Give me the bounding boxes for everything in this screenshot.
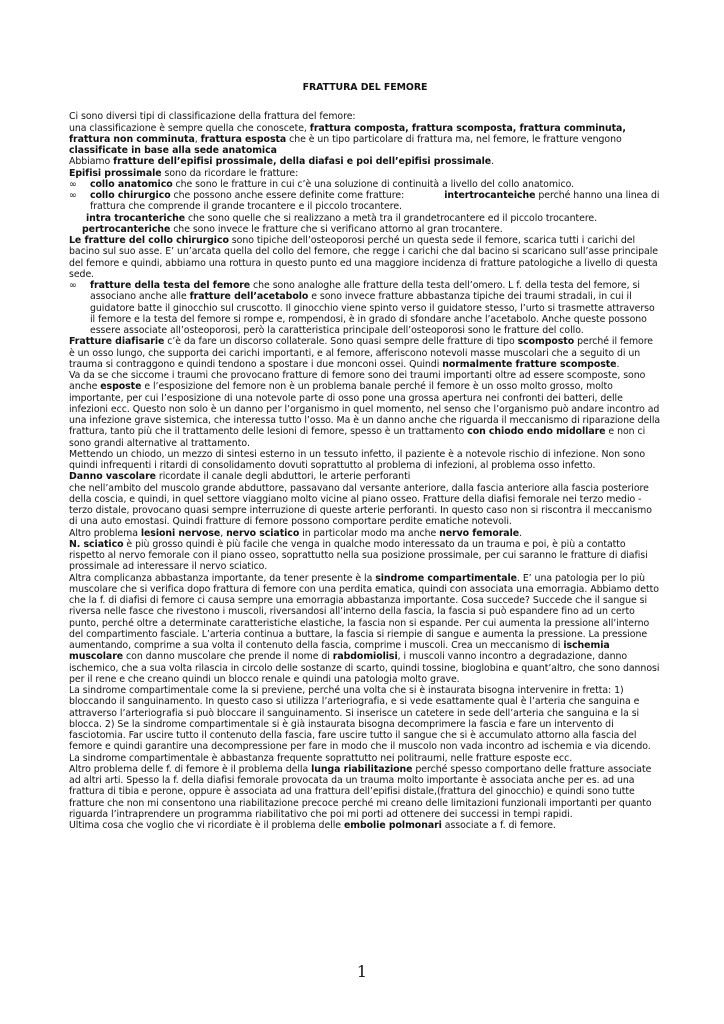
paragraph-embolie: Ultima cosa che voglio che vi ricordiate è il problema delle embolie polmonari associate a f. di femore. — [69, 820, 556, 831]
paragraph-lesioni-nervose: Altro problema lesioni nervose, nervo sciatico in particolar modo ma anche nervo femorale. — [69, 527, 522, 539]
infinity-bullet-icon: ∞ — [69, 190, 77, 201]
paragraph-fracture-sites: Abbiamo fratture dell’epifisi prossimale, della diafasi e poi dell’epifisi prossimale. — [69, 156, 495, 168]
list-item-collo-chirurgico: ∞ collo chirurgico che possono anche essere definite come fratture: intertrocanteiche perché hanno una linea di frattura che comprende il grande trocantere e il piccolo trocantere. — [69, 190, 660, 213]
list-item-collo-anatomico: ∞ collo anatomico che sono le fratture in cui c’è una soluzione di continuità a livello del collo anatomico. — [69, 178, 575, 190]
list-item-testa-femore: ∞ fratture della testa del femore che sono analoghe alle fratture della testa dell’omero. L f. della testa del femore, si associano anche alle fratture dell’acetabolo e sono invece fratture abbastanza tipiche dei traumi stradali, in cui il guidatore batte il ginocchio sul cruscotto. Il ginocchio viene spinto verso il guidatore stesso, l’urto si trasmette attraverso il femore e la testa del femore si rompe e, rompendosi, è in grado di sfondare anche l’acetabolo. Anche queste possono essere associate all’osteoporosi, però la caratteristica principale dell’osteoporosi sono le fratture del collo. — [69, 280, 655, 336]
paragraph-classification: una classificazione è sempre quella che conoscete, frattura composta, frattura scomposta, frattura comminuta, frattura non comminuta, frattura esposta che è un tipo particolare di frattura ma, nel femore, le fratture vengono classificate in base alla sede anatomica — [69, 122, 626, 156]
paragraph-nervo-sciatico: N. sciatico è più grosso quindi è più facile che venga in qualche modo interessato da un trauma e poi, è più a contatto rispetto al nervo femorale con il piano osseo, soprattutto nella sua posizione prossimale, per cui saranno le fratture di diafisi prossimale ad interessare il nervo sciatico. — [69, 538, 648, 573]
paragraph-pertrocanteriche: pertrocanteriche che sono invece le fratture che si verificano attorno al gran trocantere. — [82, 223, 503, 235]
paragraph-sindrome-compartimentale: Altra complicanza abbastanza importante, da tener presente è la sindrome compartimentale. E’ una patologia per lo più muscolare che si verifica dopo frattura di femore con una perdita ematica, quindi con associata una emorragia. Abbiamo detto che la f. di diafisi di femore ci causa sempre una emorragia abbastanza importante. Cosa succede? Succede che il sangue si riversa nelle fasce che rivestono i muscoli, riversandosi all’interno della fascia, la fascia si può espandere fino ad un certo punto, perché oltre a determinate caratteristiche elastiche, la fascia non si espande. Per cui aumenta la pressione all’interno del compartimento fasciale. L’arteria continua a buttare, la fascia si riempie di sangue e aumenta la pressione. La pressione aumentando, comprime a sua volta il contenuto della fascia, comprime i muscoli. Crea un meccanismo di ischemia muscolare con danno muscolare che prende il nome di rabdomiolisi, i muscoli vanno incontro a degradazione, danno ischemico, che a sua volta rilascia in circolo delle sostanze di scarto, quindi tossine, bioglobina e quant’altro, che sono dannosi per il rene e che creano quindi un blocco renale e quindi una patologia molto grave. — [69, 572, 660, 685]
paragraph-collo-chirurgico: Le fratture del collo chirurgico sono tipiche dell’osteoporosi perché un questa sede il femore, scarica tutti i carichi del bacino sul suo asse. E’ un’arcata quella del collo del femore, che regge i carichi che dal bacino si scaricano sull’asse principale del femore e quindi, abbiamo una rottura in questo punto ed una maggiore incidenza di fratture patologiche a livello di questa sede. — [69, 235, 659, 280]
paragraph-epifisi-prossimale: Epifisi prossimale sono da ricordare le fratture: — [69, 167, 299, 179]
paragraph-riabilitazione: Altro problema delle f. di femore è il problema della lunga riabilitazione perché spesso comportano delle fratture associate ad altri arti. Spesso la f. della diafisi femorale provocata da un trauma molto importante è associata anche per es. ad una frattura di tibia e perone, oppure è associata ad una frattura dell’epifisi distale,(frattura del ginocchio) e quindi sono tutte fratture che non mi consentono una riabilitazione precoce perché mi creano delle limitazioni funzionali importanti per quanto riguarda l’intraprendere un programma riabilitativo che poi mi porti ad ottenere dei successi in tempi rapidi. — [69, 763, 652, 820]
paragraph-intra-trocanteriche: intra trocanteriche che sono quelle che si realizzano a metà tra il grandetrocantere ed il piccolo trocantere. — [86, 212, 598, 224]
document-title: FRATTURA DEL FEMORE — [302, 82, 428, 93]
infinity-bullet-icon: ∞ — [69, 178, 77, 190]
paragraph-esposte: Va da se che siccome i traumi che provocano fratture di femore sono dei traumi importanti oltre ad essere scomposte, sono anche esposte e l’esposizione del femore non è un problema banale perché il femore è un osso molto grosso, molto importante, per cui l’esposizione di una notevole parte di osso pone una grossa apertura nei confronti dei batteri, delle infezioni ecc. Questo non solo è un danno per l’organismo in quel momento, nel senso che l’organismo può andare incontro ad una infezione grave sistemica, che interessa tutto l’osso. Ma è un danno anche che riguarda il meccanismo di riparazione della frattura, tanto più che il trattamento delle lesioni di femore, spesso è un trattamento con chiodo endo midollare e non ci sono grandi alternative al trattamento. — [69, 370, 661, 449]
paragraph-fratture-diafisarie: Fratture diafisarie c’è da fare un discorso collaterale. Sono quasi sempre delle fratture di tipo scomposto perché il femore è un osso lungo, che supporta dei carichi importanti, e al femore, afferiscono notevoli masse muscolari che a seguito di un trauma si contraggono e quindi tendono a spostare i due monconi ossei. Quindi normalmente fratture scomposte. — [69, 336, 654, 370]
paragraph-prevenzione: La sindrome compartimentale come la si previene, perché una volta che si è instaurata bisogna intervenire in fretta: 1) bloccando il sanguinamento. In questo caso si utilizza l’arteriografia, e si vede esattamente qual è l’arteria che sanguina e attraverso l’arteriografia si può bloccare il sanguinamento. Si inserisce un catetere in sede dell’arteria che sanguina e la si blocca. 2) Se la sindrome compartimentale si è già instaurata bisogna decomprimere la fascia e fare un intervento di fasciotomia. Far uscire tutto il contenuto della fascia, fare uscire tutto il sangue che si è accumulato attorno alla fascia del femore e quindi garantire una decompressione per fare in modo che il muscolo non vada incontro ad ischemia e via dicendo. La sindrome compartimentale è abbastanza frequente soprattutto nei politraumi, nelle fratture esposte ecc. — [69, 685, 651, 764]
document-body — [69, 82, 661, 831]
infinity-bullet-icon: ∞ — [69, 280, 77, 291]
paragraph-danno-vascolare: che nell’ambito del muscolo grande abduttore, passavano dal versante anteriore, dalla fascia anteriore alla fascia posteriore della coscia, e quindi, in quel settore viaggiano molto vicine al piano osseo. Fratture della diafisi femorale nei terzo medio - terzo distale, provocano quasi sempre interruzione di queste arterie perforanti. In questo caso non si riscontra il meccanismo di una auto emostasi. Quindi fratture di femore possono comportare perdite ematiche notevoli. — [69, 482, 652, 528]
paragraph-chiodo: Mettendo un chiodo, un mezzo di sintesi esterno in un tessuto infetto, il paziente è a notevole rischio di infezione. Non sono quindi infrequenti i ritardi di consolidamento dovuti soprattutto al problema di infezioni, al problema osso infetto. — [69, 448, 646, 471]
page-number: 1 — [356, 962, 368, 981]
paragraph-intro: Ci sono diversi tipi di classificazione della frattura del femore: — [69, 111, 356, 123]
paragraph-danno-vascolare-heading: Danno vascolare ricordate il canale degli abduttori, le arterie perforanti — [69, 471, 411, 483]
